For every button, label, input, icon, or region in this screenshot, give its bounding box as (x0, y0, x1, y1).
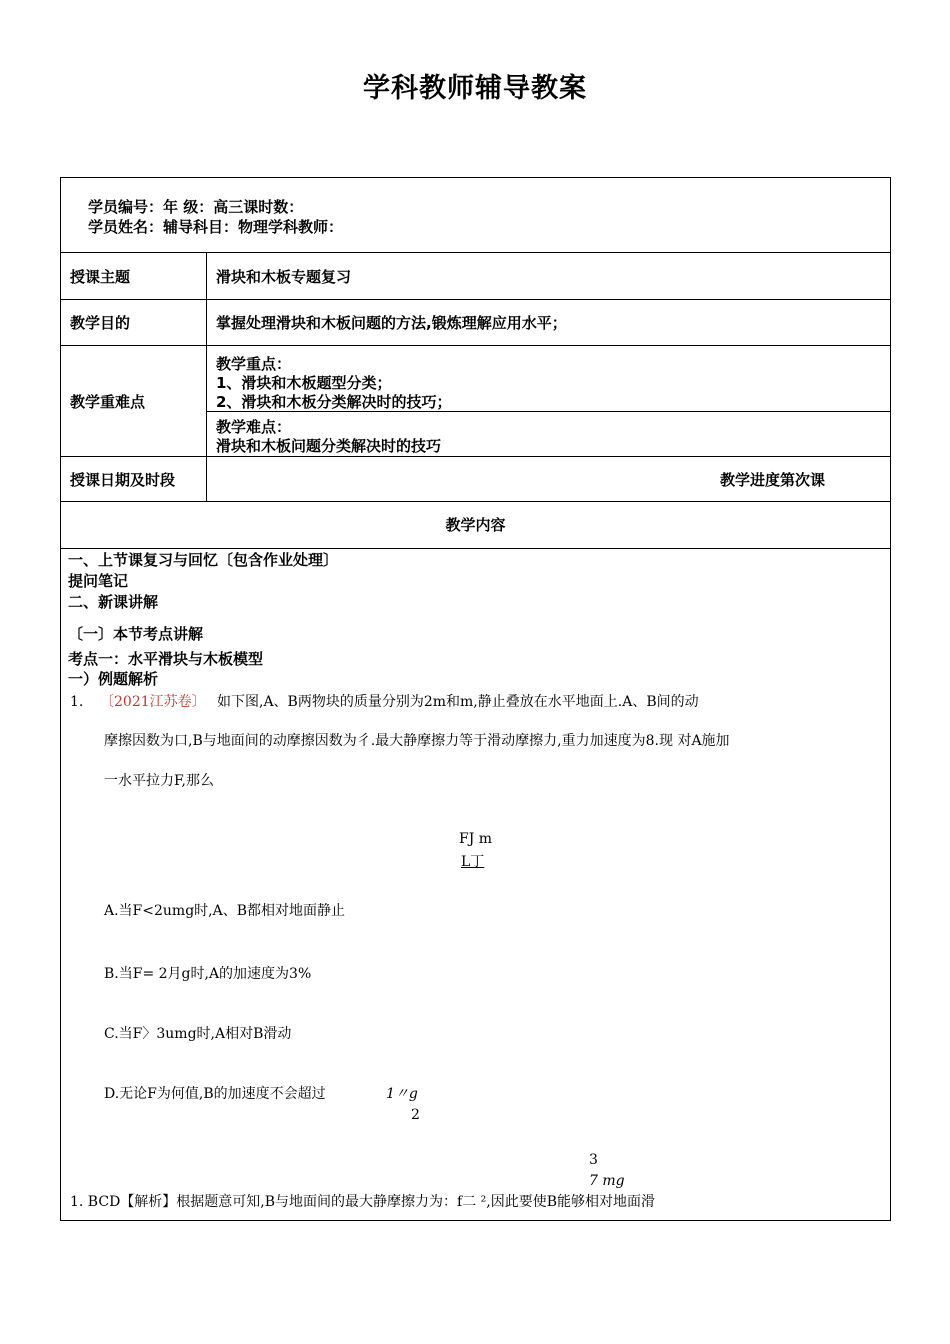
question-line-3: 一水平拉力F,那么 (104, 773, 214, 789)
option-d-fraction-numerator: 1〃g (386, 1086, 418, 1102)
progress-text: 教学进度第次课 (720, 471, 826, 489)
row-divider (61, 501, 890, 502)
figure-label-bottom: L丁 (461, 854, 485, 870)
difficulty-point: 滑块和木板问题分类解决时的技巧 (216, 437, 442, 455)
figure-label-top: FJ m (459, 831, 493, 847)
key-difficulty-label: 教学重难点 (70, 393, 146, 411)
question-line-1: 如下图,A、B两物块的质量分别为2m和m,静止叠放在水平地面上.A、B间的动 (217, 694, 699, 710)
content-heading: 教学内容 (445, 516, 506, 534)
student-name-line: 学员姓名：辅导科目：物理学科教师： (88, 218, 344, 236)
column-divider (206, 252, 207, 501)
option-a: A.当F<2umg时,A、B都相对地面静止 (104, 903, 346, 919)
date-label: 授课日期及时段 (70, 471, 176, 489)
row-divider (61, 299, 890, 300)
row-divider (61, 345, 890, 346)
student-id-line: 学员编号：年 级：高三课时数： (88, 198, 304, 216)
key-point-2: 2、滑块和木板分类解决时的技巧； (216, 393, 452, 411)
row-divider (61, 456, 890, 457)
question-source: 〔2021江苏卷〕 (100, 694, 206, 710)
answer-fraction-numerator: 3 (589, 1152, 598, 1168)
section-review: 一、上节课复习与回忆〔包含作业处理〕 (68, 551, 339, 569)
section-new-lesson: 二、新课讲解 (68, 593, 159, 611)
question-line-2: 摩擦因数为口,B与地面间的动摩擦因数为彳.最大静摩擦力等于滑动摩擦力,重力加速度为8.现 对A施加 (104, 733, 730, 749)
section-topic-one: 考点一：水平滑块与木板模型 (68, 650, 264, 668)
question-number: 1. (70, 694, 84, 710)
option-d-fraction-denominator: 2 (411, 1107, 420, 1123)
section-key-points: 〔一〕本节考点讲解 (68, 625, 204, 643)
lesson-plan-table (60, 177, 891, 1221)
option-d: D.无论F为何值,B的加速度不会超过 (104, 1086, 326, 1102)
section-examples: 一）例题解析 (68, 670, 159, 688)
topic-value: 滑块和木板专题复习 (216, 268, 352, 286)
goal-label: 教学目的 (70, 314, 131, 332)
answer-explanation: 1. BCD【解析】根据题意可知,B与地面间的最大静摩擦力为：f二 ²,因此要使B能够相对地面滑 (70, 1194, 656, 1210)
section-notes: 提问笔记 (68, 572, 129, 590)
key-point-1: 1、滑块和木板题型分类； (216, 374, 392, 392)
goal-value: 掌握处理滑块和木板问题的方法,锻炼理解应用水平； (216, 314, 567, 332)
document-title: 学科教师辅导教案 (363, 73, 587, 104)
topic-label: 授课主题 (70, 268, 131, 286)
row-divider (61, 548, 890, 549)
option-c: C.当F〉3umg时,A相对B滑动 (104, 1026, 292, 1042)
answer-fraction-denominator: 7 mg (589, 1173, 625, 1189)
row-divider (61, 252, 890, 253)
key-points-heading: 教学重点： (216, 355, 292, 373)
difficulty-heading: 教学难点： (216, 418, 292, 436)
option-b: B.当F= 2月g时,A的加速度为3% (104, 966, 312, 982)
